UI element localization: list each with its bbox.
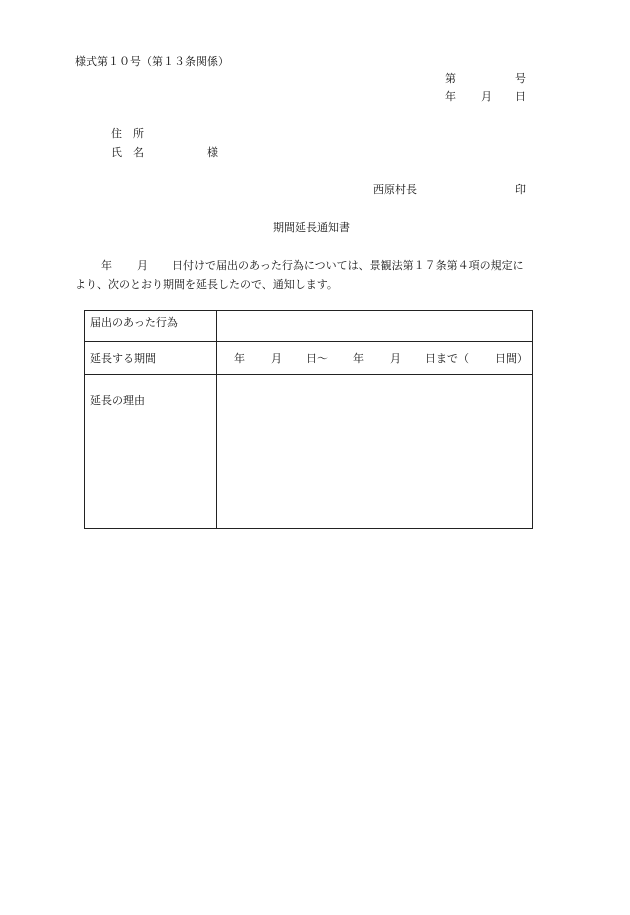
extension-period-value: [217, 342, 533, 375]
period-start-day: 日～: [306, 352, 328, 365]
document-title: 期間延長通知書: [273, 221, 350, 234]
reported-action-label: 届出のあった行為: [85, 311, 217, 342]
honorific: 様: [207, 146, 218, 159]
body-year: 年: [101, 259, 112, 272]
body-month: 月: [137, 259, 148, 272]
name-label: 氏 名: [111, 146, 144, 159]
body-line-2: より、次のとおり期間を延長したので、通知します。: [75, 278, 338, 291]
period-end-month: 月: [390, 352, 401, 365]
period-start-month: 月: [271, 352, 282, 365]
period-start-year: 年: [234, 352, 245, 365]
extension-reason-label: 延長の理由: [85, 375, 217, 529]
form-number: 様式第１０号（第１３条関係）: [75, 55, 229, 68]
body-line-1: 日付けで届出のあった行為については、景観法第１７条第４項の規定に: [172, 259, 524, 272]
period-days: 日間）: [495, 352, 528, 365]
date-year: 年: [445, 90, 456, 103]
extension-reason-value: [217, 375, 533, 529]
reported-action-value: [217, 311, 533, 342]
period-end-day: 日まで（: [425, 352, 469, 365]
document-number-suffix: 号: [515, 72, 526, 85]
issuer-name: 西原村長: [373, 183, 417, 196]
document-number-prefix: 第: [445, 72, 456, 85]
issuer-seal: 印: [515, 183, 526, 196]
period-end-year: 年: [353, 352, 364, 365]
table-row: [85, 311, 533, 342]
address-label: 住 所: [111, 127, 144, 140]
table-row: [85, 375, 533, 529]
date-month: 月: [481, 90, 492, 103]
date-day: 日: [515, 90, 526, 103]
table-row: [85, 342, 533, 375]
extension-table: [84, 310, 533, 529]
extension-period-label: 延長する期間: [85, 342, 217, 375]
